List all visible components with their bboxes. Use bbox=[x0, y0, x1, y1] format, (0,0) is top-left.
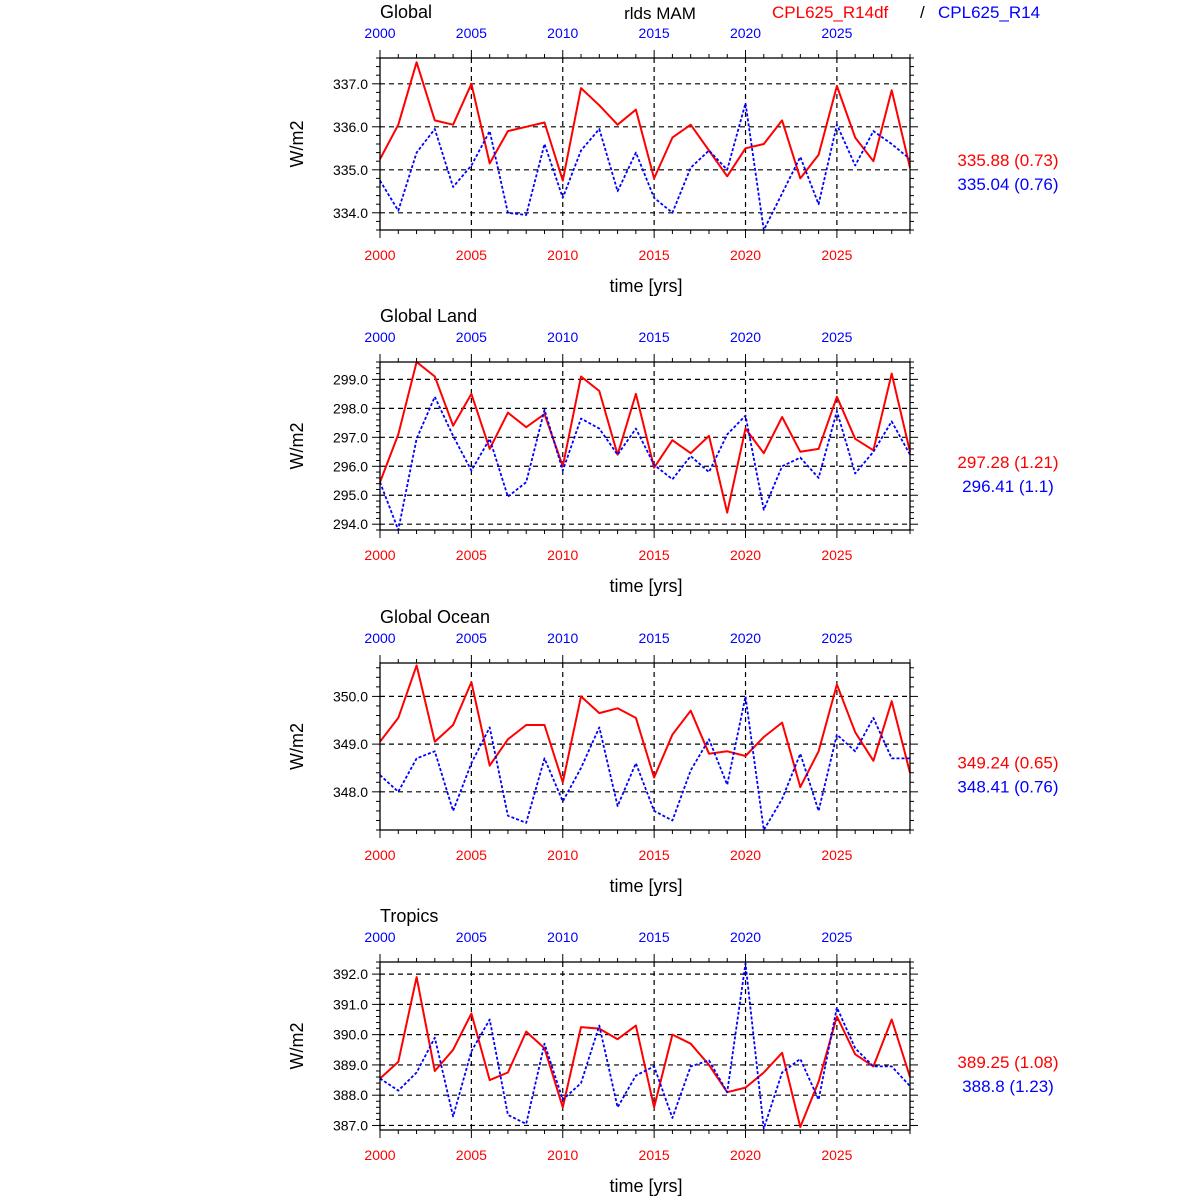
x-tick-label-top: 2025 bbox=[821, 329, 853, 345]
y-tick-label: 392.0 bbox=[332, 966, 368, 983]
x-tick-label-top: 2005 bbox=[455, 929, 487, 945]
x-tick-label-bottom: 2025 bbox=[821, 1147, 853, 1163]
x-tick-label-bottom: 2000 bbox=[364, 547, 396, 563]
series-line-red bbox=[380, 977, 910, 1127]
x-tick-label-bottom: 2015 bbox=[638, 547, 670, 563]
x-tick-label-top: 2020 bbox=[729, 929, 762, 945]
x-axis-label: time [yrs] bbox=[609, 1176, 683, 1196]
x-tick-label-bottom: 2015 bbox=[638, 847, 670, 863]
x-tick-label-top: 2005 bbox=[455, 329, 487, 345]
x-tick-label-bottom: 2010 bbox=[547, 247, 579, 263]
y-tick-label: 388.0 bbox=[332, 1087, 368, 1104]
legend-separator: / bbox=[920, 3, 925, 22]
panel-title: Global Ocean bbox=[380, 607, 491, 627]
y-tick-label: 295.0 bbox=[332, 487, 368, 504]
plot-frame bbox=[380, 962, 910, 1130]
summary-red: 389.25 (1.08) bbox=[957, 1053, 1059, 1072]
x-tick-label-top: 2010 bbox=[547, 25, 579, 41]
x-tick-label-bottom: 2025 bbox=[821, 547, 853, 563]
x-tick-label-bottom: 2025 bbox=[821, 247, 853, 263]
series-line-blue bbox=[380, 696, 910, 830]
x-tick-label-bottom: 2015 bbox=[638, 1147, 670, 1163]
x-tick-label-top: 2000 bbox=[364, 630, 396, 646]
x-tick-label-top: 2000 bbox=[364, 329, 396, 345]
x-tick-label-bottom: 2005 bbox=[455, 847, 487, 863]
figure-title: rlds MAM bbox=[624, 4, 696, 23]
panel-title: Global bbox=[380, 2, 433, 22]
summary-blue: 348.41 (0.76) bbox=[957, 777, 1059, 797]
figure-header bbox=[624, 3, 1040, 23]
y-tick-label: 337.0 bbox=[332, 75, 368, 92]
x-tick-label-bottom: 2000 bbox=[364, 247, 396, 263]
series-line-red bbox=[380, 665, 910, 787]
legend-label-blue: CPL625_R14 bbox=[938, 3, 1041, 22]
summary-red: 349.24 (0.65) bbox=[957, 753, 1059, 773]
y-tick-label: 387.0 bbox=[332, 1117, 368, 1134]
x-tick-label-top: 2020 bbox=[729, 25, 762, 41]
y-tick-label: 299.0 bbox=[332, 371, 368, 388]
x-tick-label-bottom: 2005 bbox=[455, 247, 487, 263]
y-tick-label: 350.0 bbox=[332, 688, 368, 705]
x-tick-label-top: 2020 bbox=[729, 329, 762, 345]
y-tick-label: 336.0 bbox=[332, 118, 368, 135]
y-tick-label: 294.0 bbox=[332, 516, 368, 533]
x-axis-label: time [yrs] bbox=[609, 876, 683, 896]
x-axis-label: time [yrs] bbox=[609, 276, 683, 296]
panel-3 bbox=[287, 607, 1059, 896]
x-tick-label-top: 2005 bbox=[455, 25, 487, 41]
panel-title: Global Land bbox=[380, 306, 478, 326]
x-tick-label-bottom: 2005 bbox=[455, 1147, 487, 1163]
x-tick-label-bottom: 2025 bbox=[821, 847, 853, 863]
panels bbox=[287, 2, 1059, 1196]
x-tick-label-top: 2015 bbox=[638, 329, 670, 345]
series-line-red bbox=[380, 62, 910, 180]
x-tick-label-top: 2025 bbox=[821, 929, 853, 945]
x-tick-label-top: 2015 bbox=[638, 630, 670, 646]
x-tick-label-bottom: 2010 bbox=[547, 547, 579, 563]
y-tick-label: 389.0 bbox=[332, 1056, 368, 1073]
summary-blue: 335.04 (0.76) bbox=[957, 175, 1059, 194]
x-tick-label-bottom: 2000 bbox=[364, 847, 396, 863]
x-tick-label-top: 2000 bbox=[364, 929, 396, 945]
x-tick-label-top: 2025 bbox=[821, 25, 853, 41]
y-tick-label: 335.0 bbox=[332, 161, 368, 178]
x-tick-label-top: 2000 bbox=[364, 25, 396, 41]
panel-title: Tropics bbox=[380, 906, 439, 926]
y-tick-label: 349.0 bbox=[332, 736, 368, 753]
y-tick-label: 391.0 bbox=[332, 996, 368, 1013]
x-tick-label-bottom: 2020 bbox=[729, 247, 762, 263]
summary-red: 297.28 (1.21) bbox=[957, 453, 1059, 472]
y-axis-label: W/m2 bbox=[287, 723, 307, 770]
series-line-blue bbox=[380, 964, 910, 1129]
x-tick-label-top: 2025 bbox=[821, 630, 853, 646]
panel-2 bbox=[287, 306, 1059, 596]
y-tick-label: 390.0 bbox=[332, 1026, 368, 1043]
y-axis-label: W/m2 bbox=[287, 422, 307, 470]
summary-red: 335.88 (0.73) bbox=[957, 151, 1059, 170]
x-tick-label-bottom: 2000 bbox=[364, 1147, 396, 1163]
x-tick-label-top: 2015 bbox=[638, 25, 670, 41]
x-axis-label: time [yrs] bbox=[609, 576, 683, 596]
x-tick-label-bottom: 2005 bbox=[455, 547, 487, 563]
y-tick-label: 334.0 bbox=[332, 204, 368, 221]
panel-1 bbox=[287, 2, 1059, 296]
panel-4 bbox=[287, 906, 1059, 1196]
x-tick-label-bottom: 2010 bbox=[547, 847, 579, 863]
x-tick-label-top: 2010 bbox=[547, 630, 579, 646]
y-tick-label: 297.0 bbox=[332, 429, 368, 446]
x-tick-label-top: 2015 bbox=[638, 929, 670, 945]
x-tick-label-top: 2010 bbox=[547, 329, 579, 345]
x-tick-label-top: 2005 bbox=[455, 630, 487, 646]
x-tick-label-top: 2010 bbox=[547, 929, 579, 945]
y-tick-label: 296.0 bbox=[332, 458, 368, 475]
x-tick-label-bottom: 2020 bbox=[729, 1147, 762, 1163]
x-tick-label-bottom: 2010 bbox=[547, 1147, 579, 1163]
x-tick-label-top: 2020 bbox=[729, 630, 762, 646]
y-tick-label: 298.0 bbox=[332, 400, 368, 417]
x-tick-label-bottom: 2020 bbox=[729, 547, 762, 563]
x-tick-label-bottom: 2015 bbox=[638, 247, 670, 263]
y-axis-label: W/m2 bbox=[287, 1022, 307, 1070]
y-axis-label: W/m2 bbox=[287, 120, 307, 168]
series-line-blue bbox=[380, 103, 910, 230]
summary-blue: 296.41 (1.1) bbox=[962, 477, 1054, 496]
x-tick-label-bottom: 2020 bbox=[729, 847, 762, 863]
y-tick-label: 348.0 bbox=[332, 783, 368, 800]
legend-label-red: CPL625_R14df bbox=[772, 3, 889, 22]
summary-blue: 388.8 (1.23) bbox=[962, 1077, 1054, 1096]
